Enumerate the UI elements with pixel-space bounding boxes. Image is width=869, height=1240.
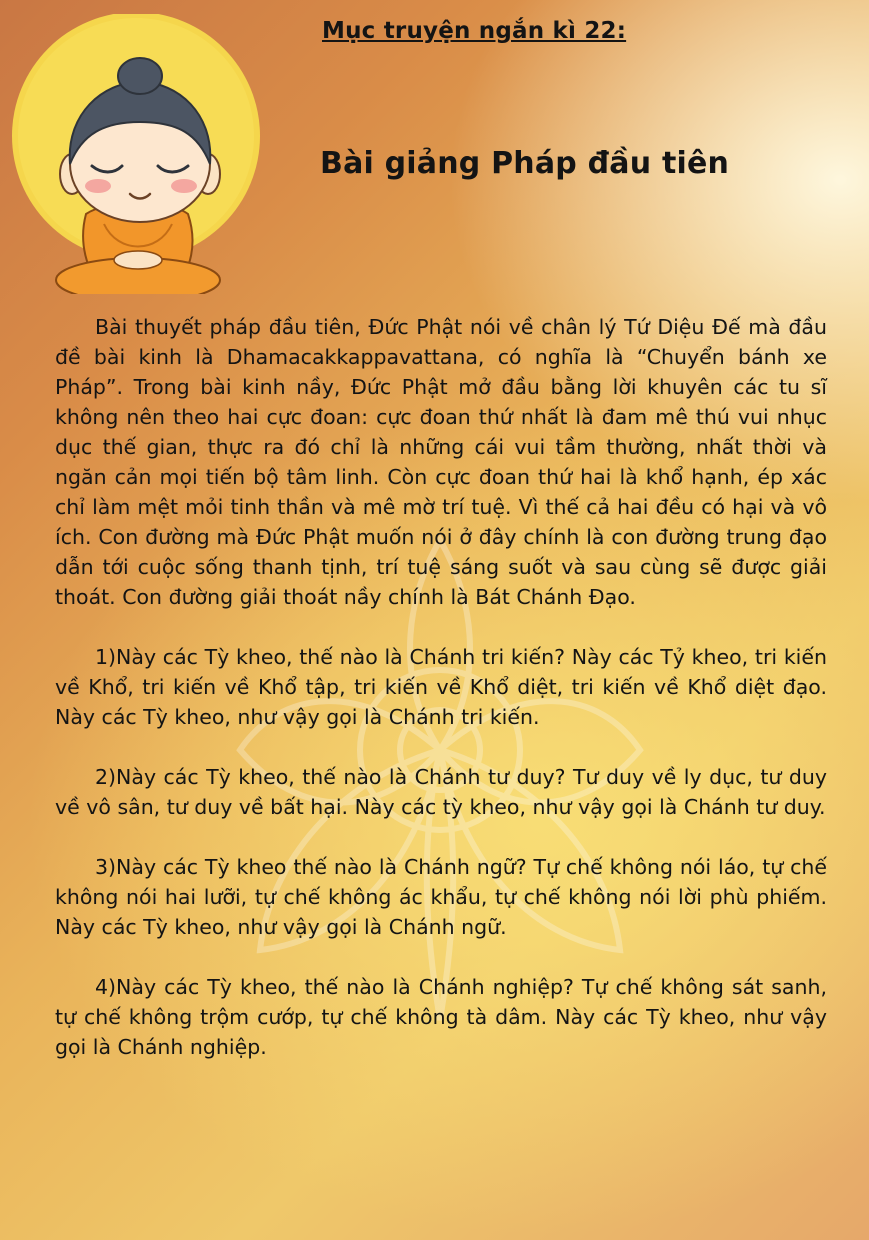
paragraph-right-view: 1)Này các Tỳ kheo, thế nào là Chánh tri kiến? Này các Tỷ kheo, tri kiến về Khổ, tri kiến về Khổ tập, tri kiến về Khổ diệt, tri kiến về Khổ diệt đạo. Này các Tỳ kheo, như vậy gọi là Chánh tri kiến. <box>55 645 827 729</box>
page-title: Bài giảng Pháp đầu tiên <box>320 146 730 181</box>
paragraph-right-thought: 2)Này các Tỳ kheo, thế nào là Chánh tư duy? Tư duy về ly dục, tư duy về vô sân, tư duy về bất hại. Này các tỳ kheo, như vậy gọi là Chánh tư duy. <box>55 765 827 819</box>
meditating-monk-icon <box>8 14 266 294</box>
paragraph-right-speech: 3)Này các Tỳ kheo thế nào là Chánh ngữ? Tự chế không nói láo, tự chế không nói hai lưỡi, tự chế không ác khẩu, tự chế không nói lời phù phiếm. Này các Tỳ kheo, như vậy gọi là Chánh ngữ. <box>55 855 827 939</box>
paragraph-right-action: 4)Này các Tỳ kheo, thế nào là Chánh nghiệp? Tự chế không sát sanh, tự chế không trộm cướp, tự chế không tà dâm. Này các Tỳ kheo, như vậy gọi là Chánh nghiệp. <box>55 975 827 1059</box>
paragraph-intro: Bài thuyết pháp đầu tiên, Đức Phật nói về chân lý Tứ Diệu Đế mà đầu đề bài kinh là Dhamacakkappavattana, có nghĩa là “Chuyển bánh xe Pháp”. Trong bài kinh nầy, Đức Phật mở đầu bằng lời khuyên các tu sĩ không nên theo hai cực đoan: cực đoan thứ nhất là đam mê thú vui nhục dục thế gian, thực ra đó chỉ là những cái vui tầm thường, nhất thời và ngăn cản mọi tiến bộ tâm linh. Còn cực đoan thứ hai là khổ hạnh, ép xác chỉ làm mệt mỏi tinh thần và mê mờ trí tuệ. Vì thế cả hai đều có hại và vô ích. Con đường mà Đức Phật muốn nói ở đây chính là con đường trung đạo dẫn tới cuộc sống thanh tịnh, trí tuệ sáng suốt và sau cùng sẽ được giải thoát. Con đường giải thoát nầy chính là Bát Chánh Đạo. <box>55 315 827 609</box>
article-body <box>55 312 827 1092</box>
series-heading: Mục truyện ngắn kì 22: <box>322 18 627 44</box>
